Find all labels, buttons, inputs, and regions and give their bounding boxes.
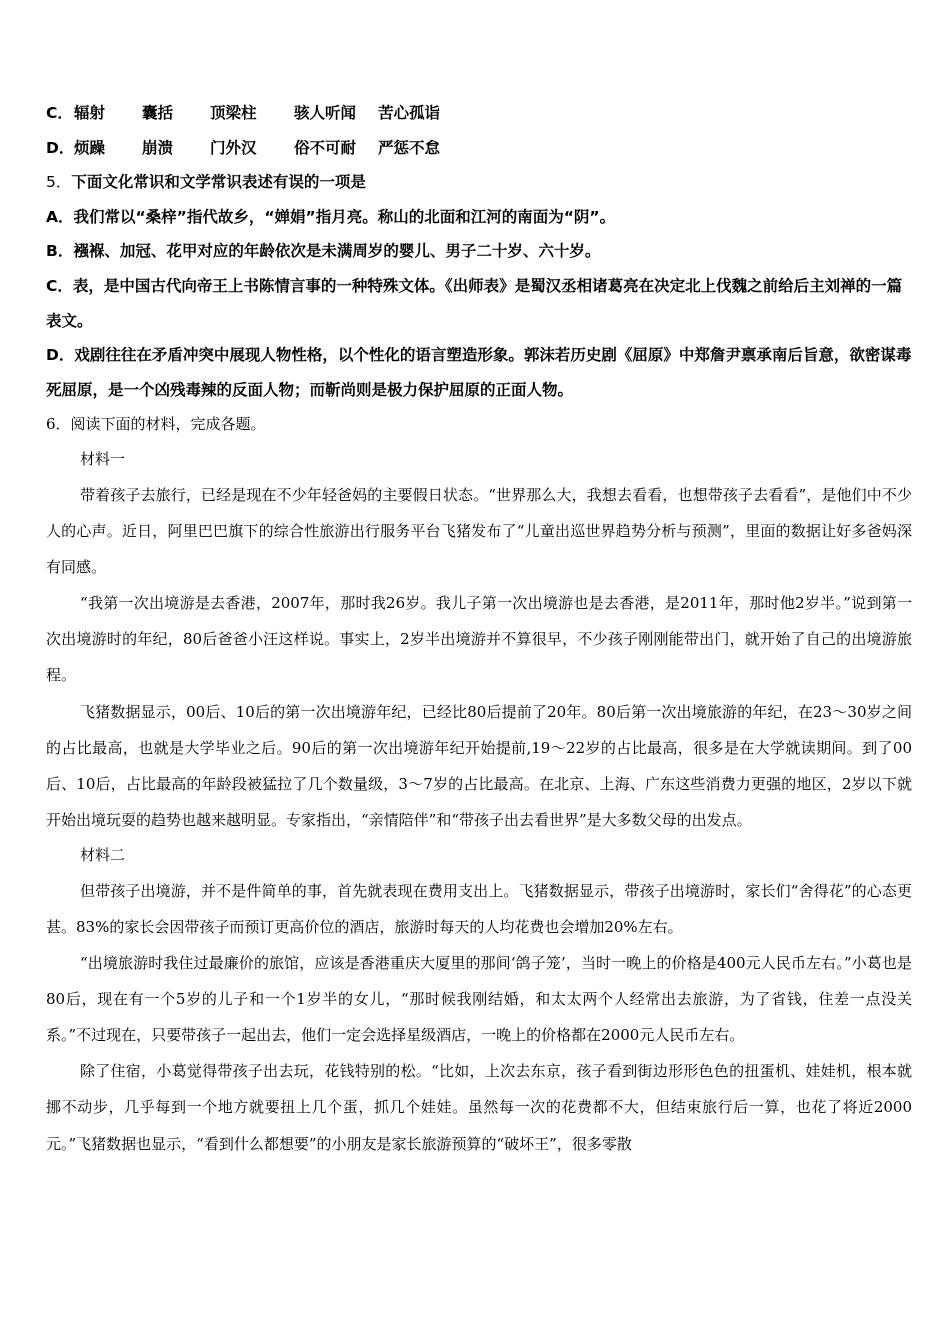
option-label: C． — [46, 104, 73, 122]
q5-option-c: C．表，是中国古代向帝王上书陈情言事的一种特殊文体。《出师表》是蜀汉丞相诸葛亮在决定北上伐魏之前给后主刘禅的一篇表文。 — [46, 276, 903, 330]
question-6-stem: 6．阅读下面的材料，完成各题。 — [46, 415, 266, 434]
material-2-paragraph: 但带孩子出境游，并不是件简单的事，首先就表现在费用支出上。飞猪数据显示，带孩子出境游时，家长们“舍得花”的心态更甚。83%的家长会因带孩子而预订更高价位的酒店，旅游时每天的人均花费也会增加20%左右。 — [46, 881, 912, 936]
option-word: 烦躁 — [74, 138, 106, 157]
q5-option-a: A．我们常以“桑梓”指代故乡，“婵娟”指月亮。称山的北面和江河的南面为“阴”。 — [46, 207, 616, 226]
option-word: 苦心孤诣 — [378, 104, 441, 122]
q4-option-d — [46, 131, 912, 166]
option-word: 辐射 — [74, 104, 106, 122]
option-word: 俗不可耐 — [294, 138, 357, 157]
option-word: 骇人听闻 — [294, 104, 357, 122]
material-2-label: 材料二 — [80, 845, 126, 864]
material-1-paragraph: “我第一次出境游是去香港，2007年，那时我26岁。我儿子第一次出境游也是去香港，是2011年，那时他2岁半。”说到第一次出境游时的年纪，80后爸爸小汪这样说。事实上，2岁半出境游并不算很早，不少孩子刚刚能带出门，就开始了自己的出境游旅程。 — [46, 594, 912, 685]
material-1-label: 材料一 — [80, 449, 126, 468]
question-text: 下面文化常识和文学常识表述有误的一项是 — [71, 173, 366, 192]
material-1-paragraph: 带着孩子去旅行，已经是现在不少年轻爸妈的主要假日状态。“世界那么大，我想去看看，也想带孩子去看看”，是他们中不少人的心声。近日，阿里巴巴旗下的综合性旅游出行服务平台飞猪发布了“儿童出巡世界趋势分析与预测”，里面的数据让好多爸妈深有同感。 — [46, 485, 912, 577]
question-5-stem — [46, 165, 912, 200]
material-1-paragraph: 飞猪数据显示，00后、10后的第一次出境游年纪，已经比80后提前了20年。80后第一次出境旅游的年纪，在23～30岁之间的占比最高，也就是大学毕业之后。90后的第一次出境游年纪开始提前,19～22岁的占比最高，很多是在大学就读期间。到了00后、10后，占比最高的年龄段被猛拉了几个数量级，3～7岁的占比最高。在北京、上海、广东这些消费力更强的地区，2岁以下就开始出境玩耍的趋势也越来越明显。专家指出，“亲情陪伴”和“带孩子出去看世界”是大多数父母的出发点。 — [46, 702, 912, 829]
exam-page — [46, 96, 912, 1162]
material-2-paragraph: “出境旅游时我住过最廉价的旅馆，应该是香港重庆大厦里的那间‘鸽子笼’，当时一晚上的价格是400元人民币左右。”小葛也是80后，现在有一个5岁的儿子和一个1岁半的女儿，“那时候我刚结婚，和太太两个人经常出去旅游，为了省钱，住差一点没关系。”不过现在，只要带孩子一起出去，他们一定会选择星级酒店，一晚上的价格都在2000元人民币左右。 — [46, 954, 912, 1045]
option-label: D． — [46, 138, 75, 157]
option-word: 门外汉 — [210, 138, 257, 157]
q5-option-b: B．襁褓、加冠、花甲对应的年龄依次是未满周岁的婴儿、男子二十岁、六十岁。 — [46, 242, 601, 261]
q5-option-d: D．戏剧往往在矛盾冲突中展现人物性格，以个性化的语言塑造形象。郭沫若历史剧《屈原》中郑詹尹禀承南后旨意，欲密谋毒死屈原，是一个凶残毒辣的反面人物；而靳尚则是极力保护屈原的正面人物。 — [46, 346, 912, 399]
option-word: 囊括 — [142, 104, 174, 122]
option-word: 严惩不怠 — [378, 138, 441, 157]
option-word: 崩溃 — [142, 138, 174, 157]
material-2-paragraph: 除了住宿，小葛觉得带孩子出去玩，花钱特别的松。“比如，上次去东京，孩子看到街边形形色色的扭蛋机、娃娃机，根本就挪不动步，几乎每到一个地方就要扭上几个蛋，抓几个娃娃。虽然每一次的花费都不大，但结束旅行后一算，也花了将近2000元。”飞猪数据也显示，“看到什么都想要”的小朋友是家长旅游预算的“破坏王”，很多零散 — [46, 1062, 912, 1153]
question-number: 5． — [46, 173, 72, 192]
option-word: 顶梁柱 — [210, 104, 257, 122]
q4-option-c — [46, 96, 912, 131]
